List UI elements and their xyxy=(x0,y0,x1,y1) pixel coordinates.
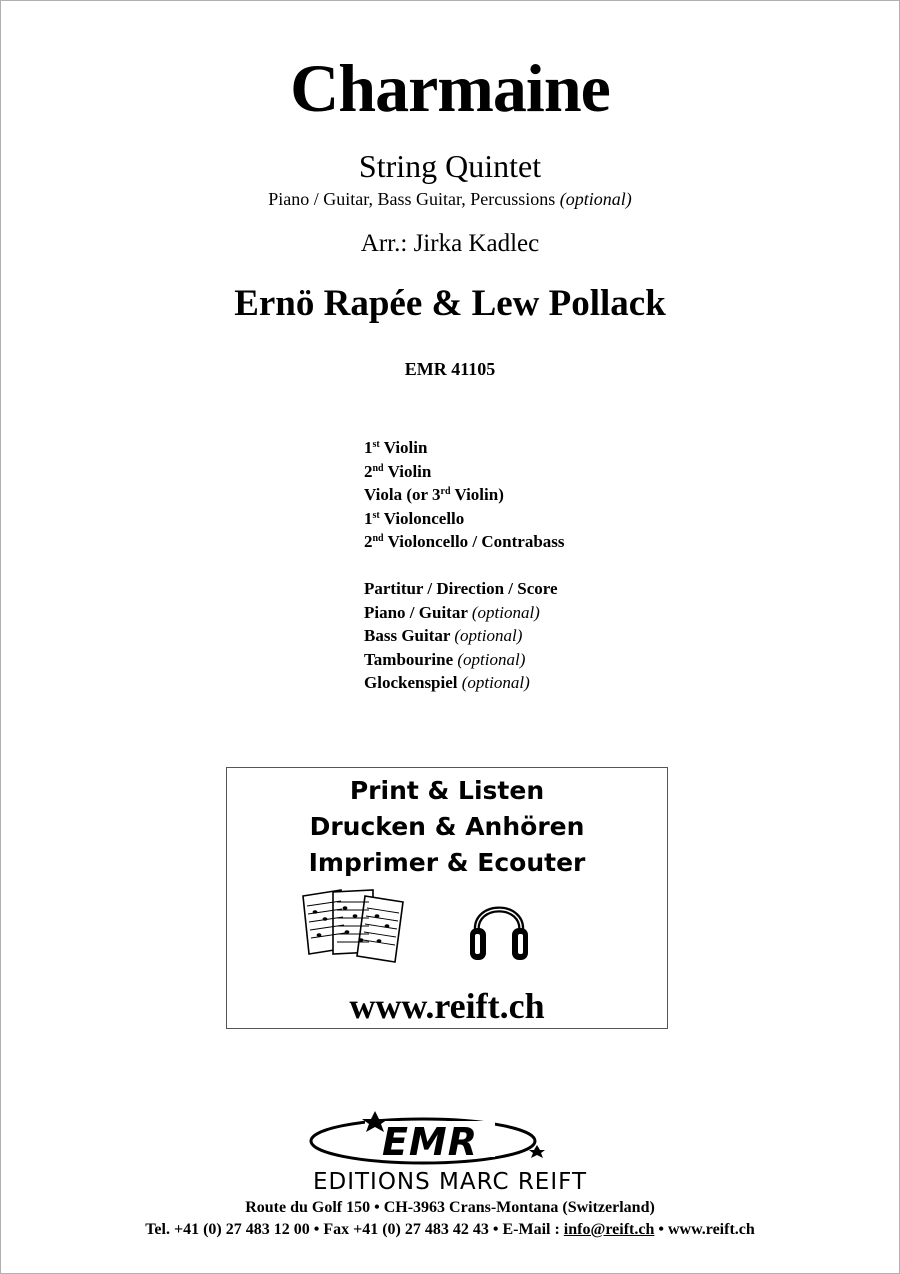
part-item: Piano / Guitar (optional) xyxy=(364,602,540,622)
catalog-number: EMR 41105 xyxy=(404,359,496,379)
part-item: Tambourine (optional) xyxy=(364,649,526,669)
part-item: Glockenspiel (optional) xyxy=(364,673,530,692)
promo-url[interactable]: www.reift.ch xyxy=(349,986,545,1026)
publisher-address: Route du Golf 150 • CH-3963 Crans-Montana (Switzerland) xyxy=(245,1199,655,1216)
headphones-icon xyxy=(467,888,531,966)
instrumentation-line xyxy=(0,188,900,210)
part-item: 1st Violin xyxy=(364,438,428,457)
page-title: Charmaine xyxy=(290,50,610,126)
print-listen-box xyxy=(226,767,668,1029)
email-link[interactable]: info@reift.ch xyxy=(563,1221,655,1238)
string-parts-list xyxy=(364,436,565,554)
promo-line-en: Print & Listen xyxy=(349,776,545,805)
promo-line-fr: Imprimer & Ecouter xyxy=(308,848,586,877)
part-item: 2nd Violoncello / Contrabass xyxy=(364,532,565,551)
part-item: Viola (or 3rd Violin) xyxy=(364,485,504,504)
promo-line-de: Drucken & Anhören xyxy=(309,812,585,841)
composers: Ernö Rapée & Lew Pollack xyxy=(234,283,666,324)
part-item: Partitur / Direction / Score xyxy=(364,579,558,598)
sheet-music-icon xyxy=(299,886,411,968)
instrumentation-optional: (optional) xyxy=(559,189,632,209)
subtitle: String Quintet xyxy=(358,148,542,184)
publisher-contact xyxy=(0,1220,900,1240)
part-item: 1st Violoncello xyxy=(364,508,465,528)
contact-phone-fax: Tel. +41 (0) 27 483 12 00 • Fax +41 (0) 27 483 42 43 • E-Mail : xyxy=(145,1221,564,1238)
emr-logo xyxy=(305,1105,545,1171)
part-item: 2nd Violin xyxy=(364,461,432,481)
arranger: Arr.: Jirka Kadlec xyxy=(360,230,540,257)
instrumentation-main: Piano / Guitar, Bass Guitar, Percussions xyxy=(268,189,556,209)
other-parts-list xyxy=(364,577,558,695)
publisher-name: EDITIONS MARC REIFT xyxy=(312,1169,588,1195)
emr-logo-text: EMR xyxy=(381,1120,479,1164)
part-item: Bass Guitar (optional) xyxy=(364,626,523,645)
contact-website[interactable]: • www.reift.ch xyxy=(654,1221,755,1238)
